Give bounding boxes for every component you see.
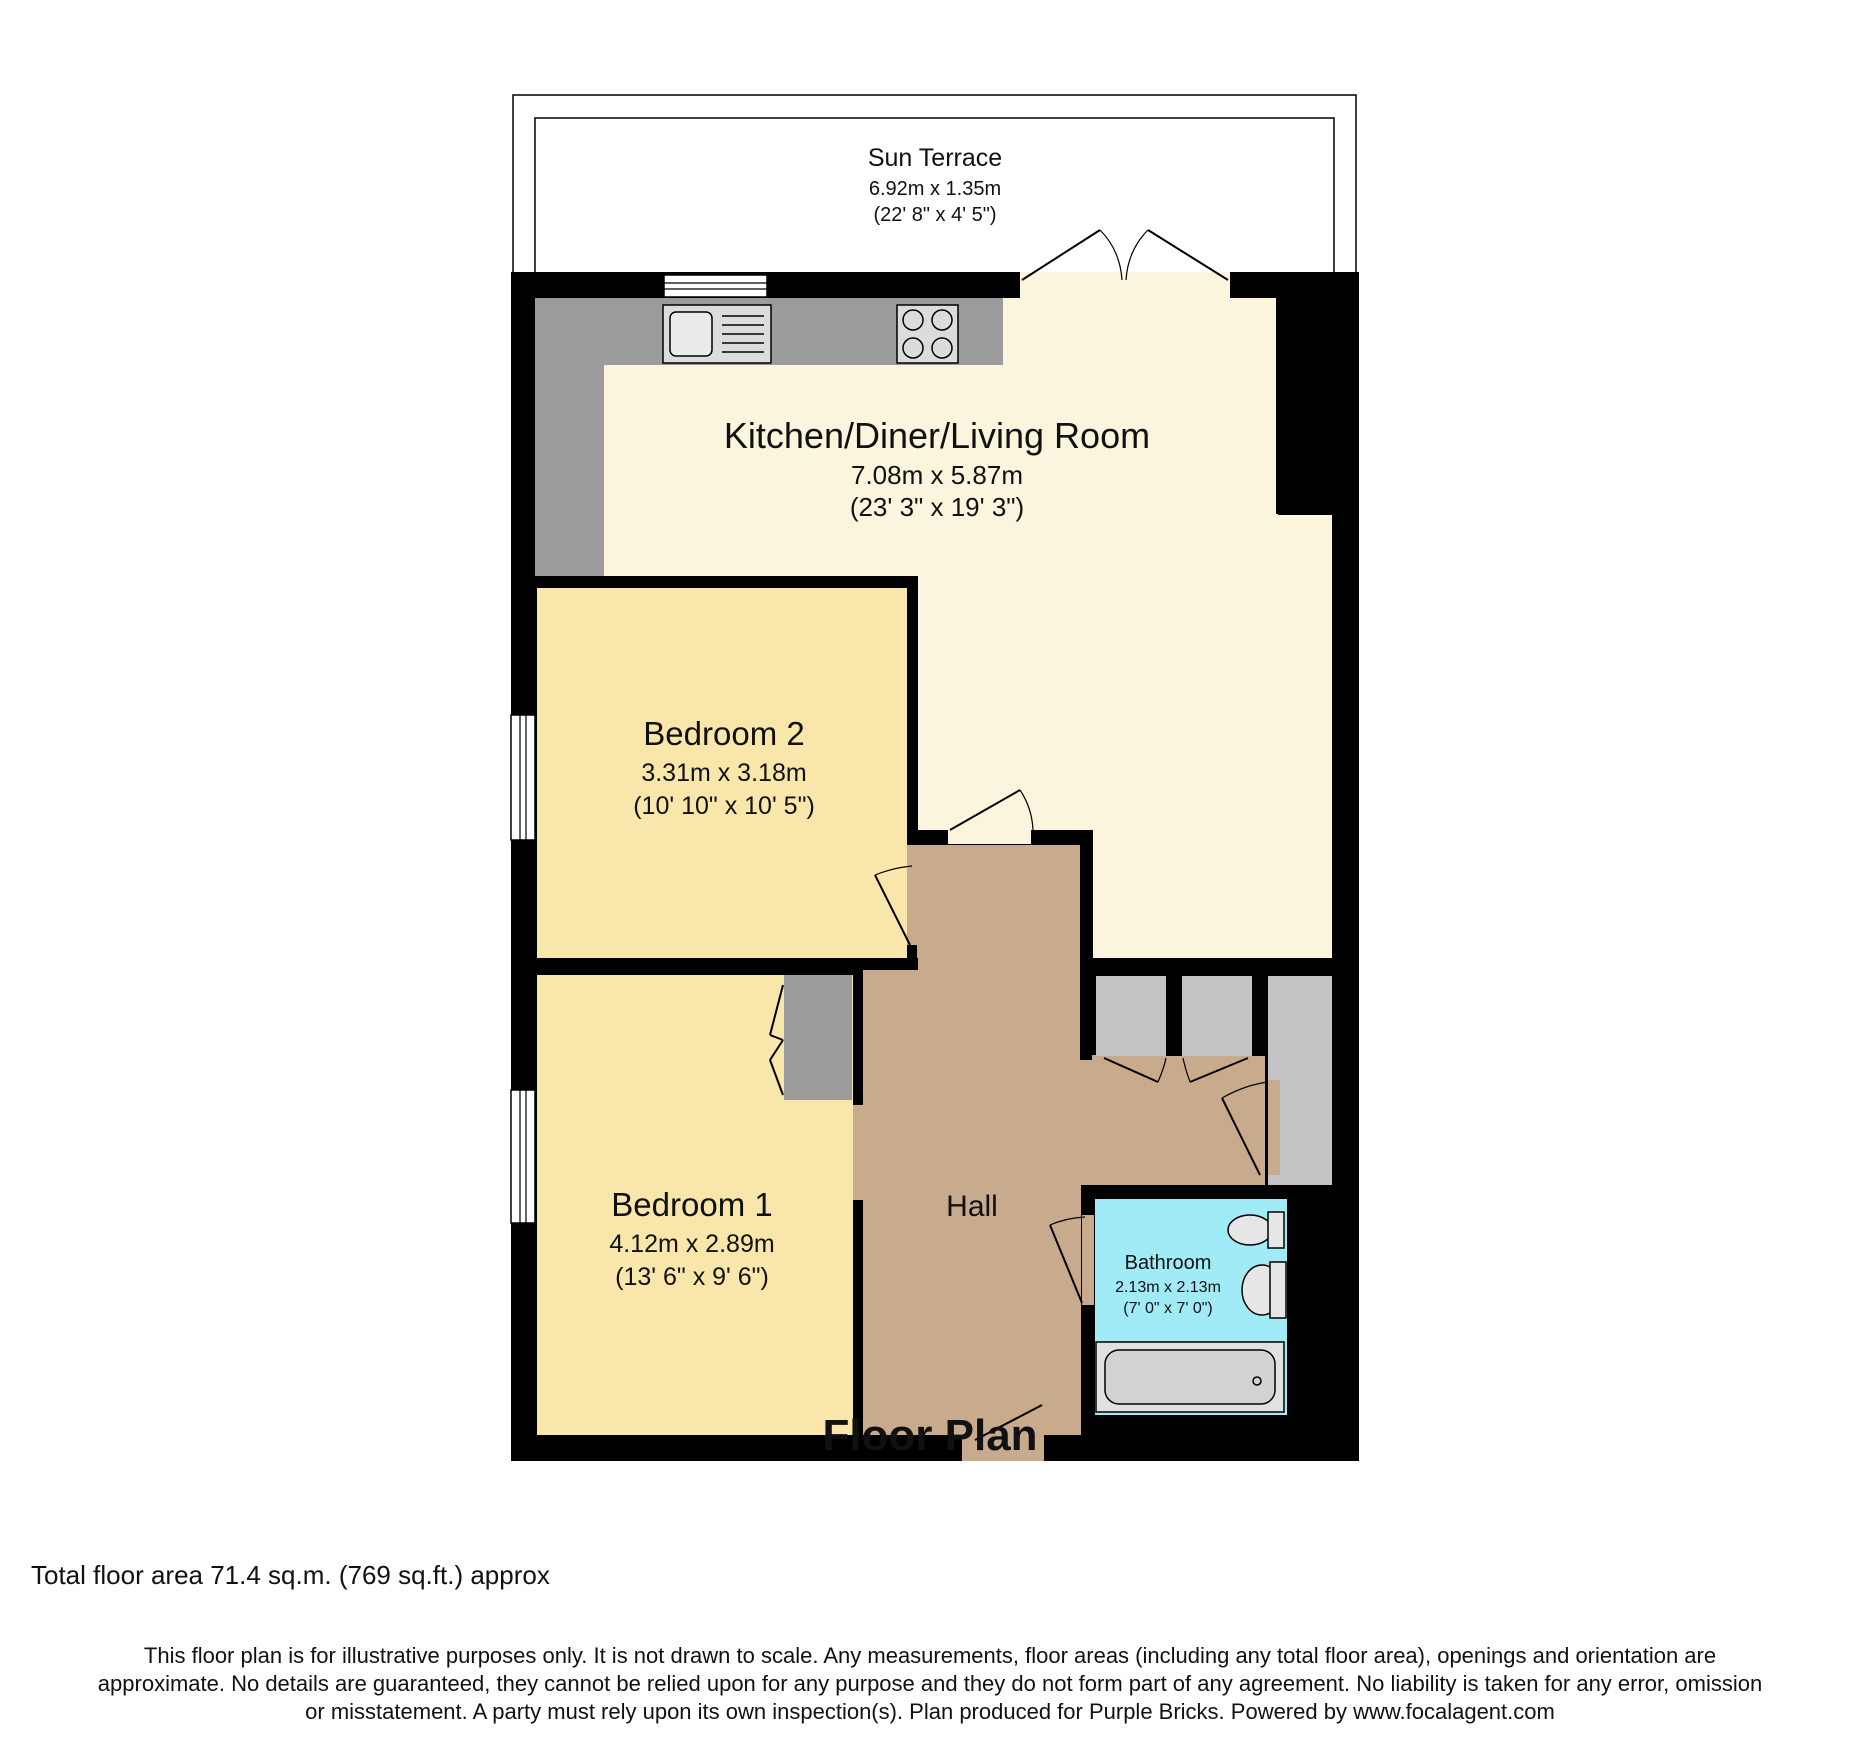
total-floor-area: Total floor area 71.4 sq.m. (769 sq.ft.) approx — [31, 1560, 550, 1590]
sun-terrace-metric: 6.92m x 1.35m — [868, 178, 1002, 200]
kitchen-counter-side — [535, 298, 604, 578]
bathroom-metric: 2.13m x 2.13m — [1115, 1279, 1221, 1296]
wardrobe — [784, 975, 852, 1100]
bathroom-name: Bathroom — [1124, 1252, 1212, 1274]
bedroom1-metric: 4.12m x 2.89m — [609, 1230, 775, 1258]
kitchen-imperial: (23' 3" x 19' 3") — [849, 492, 1025, 522]
sun-terrace-name: Sun Terrace — [867, 144, 1003, 172]
floor-label: Floor Plan — [822, 1411, 1038, 1460]
kitchen-name: Kitchen/Diner/Living Room — [723, 415, 1151, 456]
cupboard-2 — [1182, 976, 1252, 1056]
disclaimer-line-3: or misstatement. A party must rely upon its own inspection(s). Plan produced for Purple Bricks. Powered by www.focalagent.com — [305, 1699, 1555, 1724]
bedroom2-imperial: (10' 10" x 10' 5") — [633, 792, 815, 820]
bedroom2-name: Bedroom 2 — [643, 715, 805, 752]
toilet-icon — [1228, 1215, 1272, 1245]
bedroom1-name: Bedroom 1 — [611, 1186, 773, 1223]
kitchen-metric: 7.08m x 5.87m — [851, 460, 1023, 490]
cupboard-1 — [1096, 976, 1166, 1056]
bedroom2-metric: 3.31m x 3.18m — [641, 759, 807, 787]
hall-name: Hall — [946, 1190, 998, 1223]
disclaimer-line-1: This floor plan is for illustrative purposes only. It is not drawn to scale. Any measurements, floor areas (including any total floor area), openings and orientation are — [143, 1643, 1717, 1668]
bathroom-imperial: (7' 0" x 7' 0") — [1123, 1300, 1213, 1317]
sun-terrace-imperial: (22' 8" x 4' 5") — [873, 204, 997, 226]
disclaimer — [30, 1642, 1830, 1726]
bedroom1-imperial: (13' 6" x 9' 6") — [615, 1263, 769, 1291]
disclaimer-line-2: approximate. No details are guaranteed, they cannot be relied upon for any purpose and they do not form part of any agreement. No liability is taken for any error, omission — [97, 1671, 1763, 1696]
